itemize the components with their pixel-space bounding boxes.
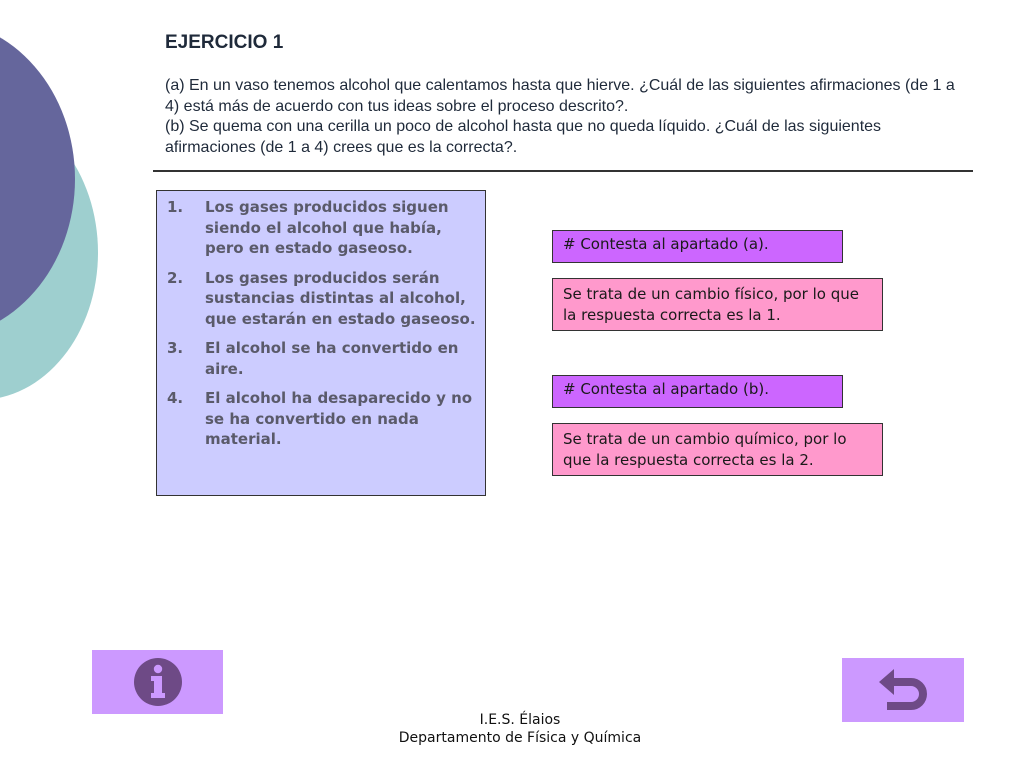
back-button[interactable] (842, 658, 964, 722)
options-box (156, 190, 486, 496)
footer-department: Departamento de Física y Química (398, 730, 642, 746)
option-item (167, 388, 479, 450)
option-text: Los gases producidos siguen siendo el alcohol que había, pero en estado gaseoso. (205, 198, 449, 257)
exercise-statement (165, 76, 965, 158)
option-number: 4. (167, 389, 184, 407)
info-icon (133, 657, 183, 707)
footer-school: I.E.S. Élaios (479, 712, 561, 728)
question-b: (b) Se quema con una cerilla un poco de alcohol hasta que no queda líquido. ¿Cuál de las siguientes afirmaciones (de 1 a 4) crees que es la correcta?. (165, 118, 882, 156)
option-item (167, 197, 479, 259)
answer-a-text: Se trata de un cambio físico, por lo que la respuesta correcta es la 1. (552, 278, 883, 331)
return-arrow-icon (877, 666, 929, 714)
answer-b-text: Se trata de un cambio químico, por lo que la respuesta correcta es la 2. (552, 423, 883, 476)
option-number: 1. (167, 198, 184, 216)
options-list (167, 197, 479, 450)
question-a: (a) En un vaso tenemos alcohol que calentamos hasta que hierve. ¿Cuál de las siguientes afirmaciones (de 1 a 4) está más de acuerdo con tus ideas sobre el proceso descrito?. (165, 77, 955, 115)
option-item (167, 338, 479, 379)
option-text: El alcohol se ha convertido en aire. (205, 339, 459, 378)
divider-line (153, 170, 973, 172)
answer-b-trigger[interactable]: # Contesta al apartado (b). (552, 375, 843, 408)
slide-title: EJERCICIO 1 (165, 32, 284, 53)
option-number: 2. (167, 268, 184, 287)
option-text: El alcohol ha desaparecido y no se ha convertido en nada material. (205, 389, 473, 448)
option-text: Los gases producidos serán sustancias distintas al alcohol, que estarán en estado gaseoso. (205, 268, 476, 328)
option-number: 3. (167, 339, 184, 357)
answer-a-trigger[interactable]: # Contesta al apartado (a). (552, 230, 843, 263)
info-button[interactable] (92, 650, 223, 714)
footer (360, 711, 680, 747)
option-item (167, 268, 479, 330)
